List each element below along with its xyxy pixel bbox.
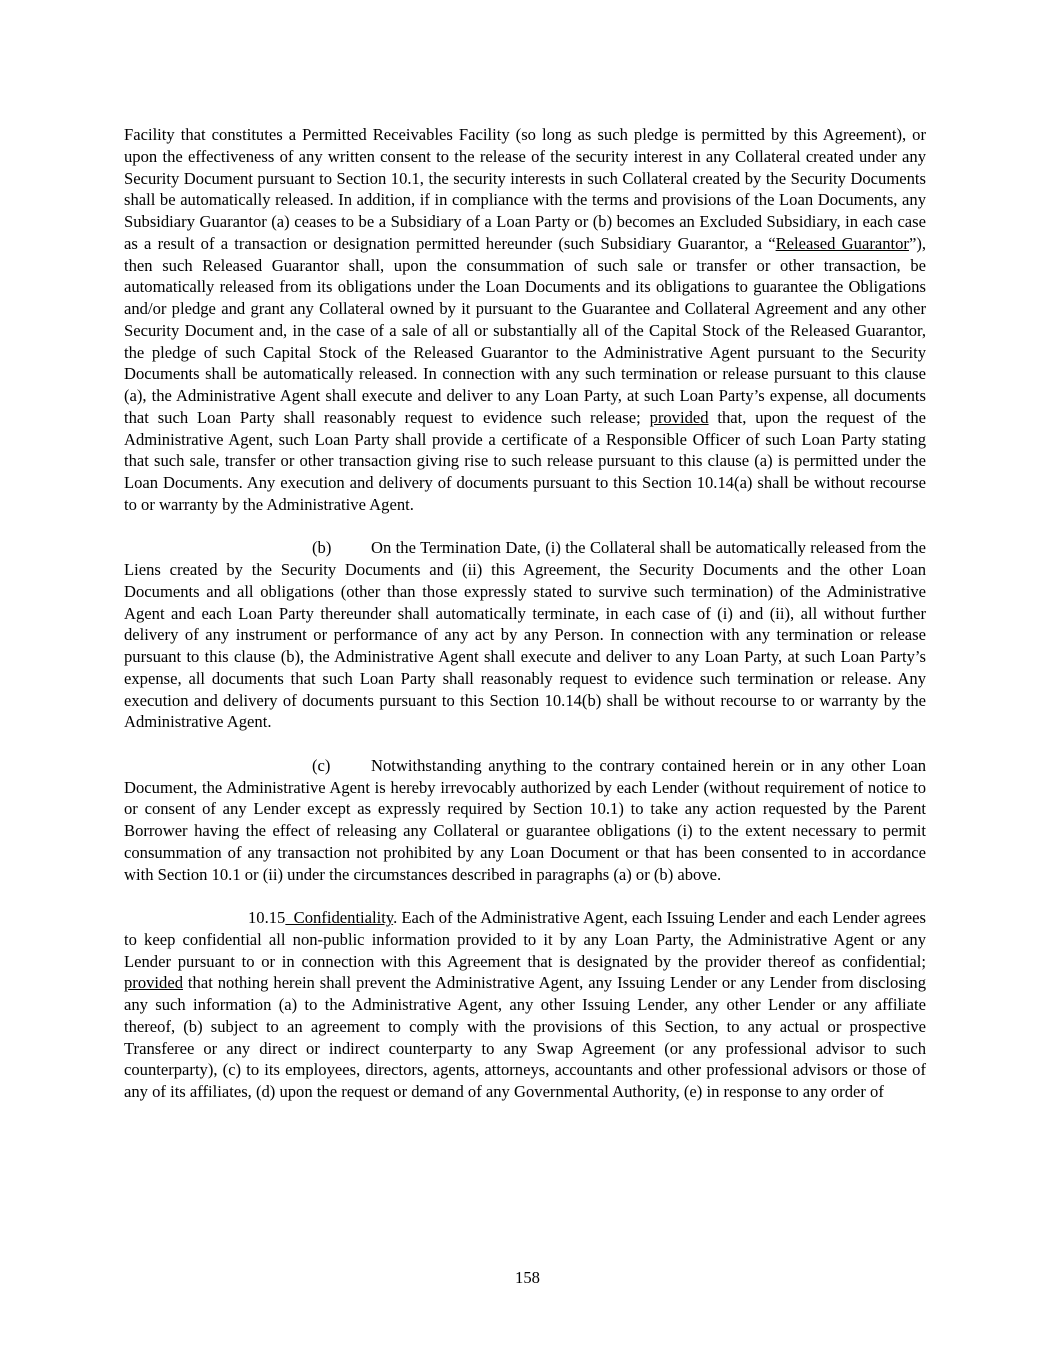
paragraph-clause-a: [124, 124, 926, 516]
section-text-2: that nothing herein shall prevent the Administrative Agent, any Issuing Lender or any Lender from disclosing any such information (a) to the Administrative Agent, any other Issuing Lender, any other Lender or any affiliate thereof, (b) subject to an agreement to comply with the provisions of this Section, to any actual or prospective Transferee or any direct or indirect counterparty to any Swap Agreement (or any professional advisor to such counterparty), (c) to its employees, directors, agents, attorneys, accountants and other professional advisors or those of any of its affiliates, (d) upon the request or demand of any Governmental Authority, (e) in response to any order of: [124, 973, 926, 1101]
clause-b-text: On the Termination Date, (i) the Collateral shall be automatically released from the Liens created by the Security Documents and (ii) this Agreement, the Security Documents and the other Loan Documents and all obligations (other than those expressly stated to survive such termination) of the Administrative Agent and each Loan Party thereunder shall automatically terminate, in each case of (i) and (ii), all without further delivery of any instrument or performance of any act by any Person. In connection with any termination or release pursuant to this clause (b), the Administrative Agent shall execute and deliver to any Loan Party, at such Loan Party’s expense, all documents that such Loan Party shall reasonably request to evidence such termination or release. Any execution and delivery of documents pursuant to this Section 10.14(b) shall be without recourse to or warranty by the Administrative Agent.: [124, 538, 926, 732]
defined-term-released-guarantor: Released Guarantor: [775, 233, 909, 253]
paragraph-clause-b: [124, 537, 926, 733]
section-title: Confidentiality: [285, 908, 394, 927]
paragraph-clause-c: [124, 755, 926, 886]
provided-term: provided: [124, 973, 183, 993]
clause-a-text-1: Facility that constitutes a Permitted Receivables Facility (so long as such pledge is permitted by this Agreement), or upon the effectiveness of any written consent to the release of the security interest in any Collateral created under any Security Document pursuant to Section 10.1, the security interests in such Collateral created by the Security Documents shall be automatically released. In addition, if in compliance with the terms and provisions of the Loan Documents, any Subsidiary Guarantor (a) ceases to be a Subsidiary of a Loan Party or (b) becomes an Excluded Subsidiary, in each case as a result of a transaction or designation permitted hereunder (such Subsidiary Guarantor, a “: [124, 125, 926, 253]
section-number: 10.15: [248, 908, 286, 927]
page-number: 158: [515, 1268, 540, 1287]
clause-a-text-2: ”), then such Released Guarantor shall, upon the consummation of such sale or transfer or other transaction, be automatically released from its obligations under the Loan Documents and its obligations to guarantee the Obligations and/or pledge and grant any Collateral owned by it pursuant to the Guarantee and Collateral Agreement and any other Security Document and, in the case of a sale of all or substantially all of the Capital Stock of the Released Guarantor, the pledge of such Capital Stock of the Released Guarantor to the Administrative Agent pursuant to the Security Documents shall be automatically released. In connection with any such termination or release pursuant to this clause (a), the Administrative Agent shall execute and deliver to any Loan Party, at such Loan Party’s expense, all documents that such Loan Party shall reasonably request to evidence such release;: [124, 233, 926, 427]
clause-c-marker: (c): [312, 755, 331, 775]
clause-b-marker: (b): [312, 538, 332, 558]
section-10-15-paragraph: [124, 907, 926, 1103]
clause-c-text: Notwithstanding anything to the contrary contained herein or in any other Loan Document, the Administrative Agent is hereby irrevocably authorized by each Lender (without requirement of notice to or consent of any Lender except as expressly required by Section 10.1) to take any action requested by the Parent Borrower having the effect of releasing any Collateral or guarantee obligations (i) to the extent necessary to permit consummation of any transaction not prohibited by any Loan Document or that has been consented to in accordance with Section 10.1 or (ii) under the circumstances described in paragraphs (a) or (b) above.: [124, 755, 926, 884]
section-text-1: . Each of the Administrative Agent, each Issuing Lender and each Lender agrees to keep confidential all non-public information provided to it by any Loan Party, the Administrative Agent or any Lender pursuant to or in connection with this Agreement that is designated by the provider thereof as confidential;: [124, 908, 926, 971]
provided-term: provided: [649, 407, 709, 427]
clause-a-text-3: that, upon the request of the Administrative Agent, such Loan Party shall provide a certificate of a Responsible Officer of such Loan Party stating that such sale, transfer or other transaction giving rise to such release pursuant to this clause (a) is permitted under the Loan Documents. Any execution and delivery of documents pursuant to this Section 10.14(a) shall be without recourse to or warranty by the Administrative Agent.: [124, 407, 926, 514]
document-page: [124, 124, 926, 1125]
